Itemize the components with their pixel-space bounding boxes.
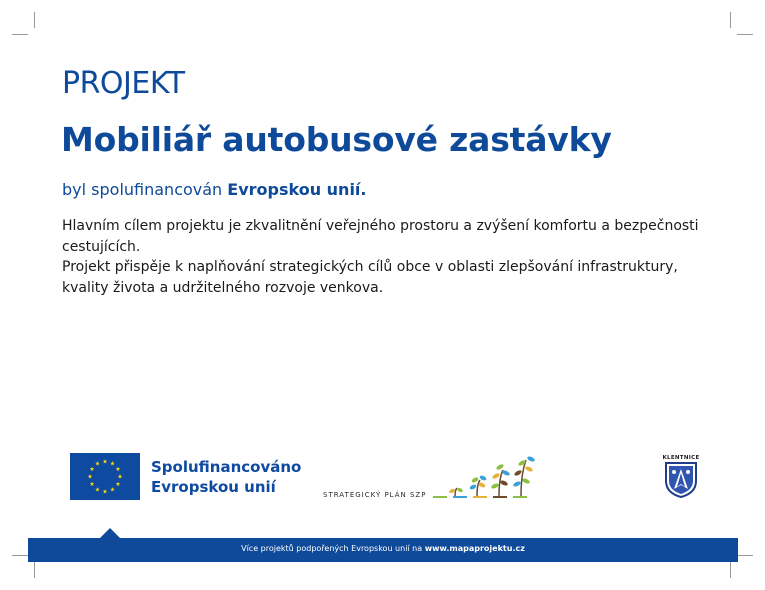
crop-mark <box>34 12 35 28</box>
eu-star-icon <box>118 474 123 478</box>
project-description <box>62 216 722 298</box>
subtitle-prefix: byl spolufinancován <box>62 180 228 199</box>
eu-star-icon <box>90 467 95 471</box>
description-line-1: Hlavním cílem projektu je zkvalitnění veřejného prostoru a zvýšení komfortu a bezpečnosti cestujících. <box>62 218 699 255</box>
footer-link[interactable]: www.mapaprojektu.cz <box>424 544 525 553</box>
eu-logo-line-2: Evropskou unií <box>151 477 276 496</box>
eu-flag-icon <box>70 453 140 500</box>
eu-star-icon <box>95 487 100 491</box>
crop-mark <box>737 555 753 556</box>
crop-mark <box>34 562 35 578</box>
footer-text-prefix: Více projektů podpořených Evropskou unií na <box>241 544 425 553</box>
szp-logo-label: STRATEGICKÝ PLÁN SZP <box>323 491 427 499</box>
coat-of-arms-icon <box>664 461 698 499</box>
crop-mark <box>12 34 28 35</box>
eu-star-icon <box>103 489 108 493</box>
eu-logo <box>70 453 301 500</box>
crop-mark <box>737 34 753 35</box>
eu-star-icon <box>116 482 121 486</box>
eu-star-icon <box>116 467 121 471</box>
description-line-2: Projekt přispěje k naplňování strategických cílů obce v oblasti zlepšování infrastruktury, kvality života a udržitelného rozvoje venkova. <box>62 259 678 296</box>
eu-logo-text <box>151 457 301 497</box>
eu-star-icon <box>110 487 115 491</box>
eu-star-icon <box>90 482 95 486</box>
eu-star-icon <box>88 474 93 478</box>
eu-star-icon <box>103 459 108 463</box>
sprout-icon <box>433 454 545 500</box>
municipality-name: KLENTNICE <box>662 455 700 461</box>
project-label: PROJEKT <box>62 66 185 101</box>
eu-logo-line-1: Spolufinancováno <box>151 457 302 476</box>
subtitle <box>62 180 367 199</box>
crop-mark <box>730 12 731 28</box>
eu-star-icon <box>95 461 100 465</box>
footer-bar <box>28 538 738 562</box>
bar-notch <box>100 528 120 538</box>
page-title: Mobiliář autobusové zastávky <box>61 120 612 159</box>
footer-text <box>28 538 738 562</box>
crop-mark <box>730 562 731 578</box>
subtitle-emphasis: Evropskou unií. <box>227 180 367 199</box>
municipality-crest <box>660 455 702 503</box>
eu-star-icon <box>110 461 115 465</box>
crop-mark <box>12 555 28 556</box>
